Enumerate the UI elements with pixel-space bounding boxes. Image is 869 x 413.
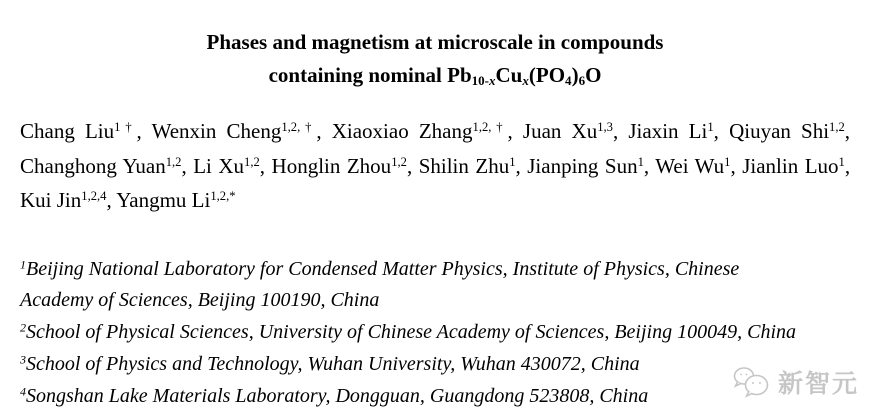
title-formula-segment: x — [522, 72, 529, 88]
author-affiliation-marker: 1,2,* — [210, 189, 236, 204]
author-list: Chang Liu$^{1\dagger}$, Wenxin Cheng$^{1,2,\dagger}$, Xiaoxiao Zhang$^{1,2,\dagger}$, Juan Xu$^{1,3}$, Jiaxin Li$^1$, Qiuyan Shi$^{1,2}$, Changhong Yuan$^{1,2}$, Li Xu$^{1,2}$, Honglin Zhou$^{1,2}$, Shilin Zhu$^1$, Jianping Sun$^1$, Wei Wu$^1$, Jianlin Luo$^1$, Kui Jin$^{1,2,4}$, Yangmu $Li^{1,2,*}$ — [20, 119, 851, 212]
author-name: Kui Jin$^{1,2,4}$ — [20, 188, 107, 212]
author-affiliation-marker: 1 — [724, 154, 731, 169]
author-affiliation-marker: 1 — [838, 154, 845, 169]
title-formula-segment: 4 — [565, 72, 572, 88]
watermark — [731, 364, 859, 400]
affiliation-list — [20, 254, 850, 413]
author-name: Changhong Yuan$^{1,2}$ — [20, 153, 182, 178]
affiliation-entry: $^1$Beijing National Laboratory for Condensed Matter Physics, Institute of Physics, Chinese Academy of Sciences, Beijing 100190, China — [20, 256, 740, 312]
affiliation-entry: $^3$School of Physics and Technology, Wuhan University, Wuhan 430072, China — [20, 352, 640, 375]
author-name: Wei Wu$^1$ — [655, 153, 731, 178]
title-formula-segment: O — [585, 63, 602, 87]
author-name: Honglin Zhou$^{1,2}$ — [271, 153, 407, 178]
author-name: Xiaoxiao Zhang$^{1,2,\dagger}$ — [331, 119, 508, 143]
author-name: Shilin Zhu$^1$ — [418, 153, 516, 178]
author-affiliation-marker: 1,2,† — [472, 120, 508, 135]
author-name: Yangmu $Li^{1,2,*}$ — [116, 188, 236, 212]
author-affiliation-marker: 1 — [637, 154, 644, 169]
title-formula-segment: Cu — [495, 63, 523, 87]
title-line-2 — [269, 63, 602, 87]
title-formula-segment: x — [489, 72, 496, 88]
title-formula-segment: 10- — [471, 72, 489, 88]
affiliation-marker: 3 — [20, 352, 26, 367]
title-formula-segment: ) — [571, 63, 579, 87]
affiliation-marker: 2 — [20, 320, 26, 335]
author-affiliation-marker: 1,2 — [244, 154, 260, 169]
title-formula-segment: (PO — [528, 63, 566, 87]
author-name: Jianlin Luo$^1$ — [742, 153, 845, 178]
watermark-text: 新智元 — [777, 369, 859, 398]
author-affiliation-marker: 1,2,4 — [81, 189, 107, 204]
author-name: Qiuyan Shi$^{1,2}$ — [729, 119, 845, 143]
author-name: Jiaxin Li$^1$ — [628, 119, 714, 143]
author-name: Chang Liu$^{1\dagger}$ — [20, 119, 137, 143]
author-affiliation-marker: 1,2,† — [281, 120, 317, 135]
author-name: Juan Xu$^{1,3}$ — [522, 119, 613, 143]
author-name: Wenxin Cheng$^{1,2,\dagger}$ — [151, 119, 317, 143]
author-name: Jianping Sun$^1$ — [527, 153, 644, 178]
author-affiliation-marker: 1,3 — [597, 120, 613, 135]
author-affiliation-marker: 1,2 — [391, 154, 407, 169]
affiliation-entry: $^2$School of Physical Sciences, University of Chinese Academy of Sciences, Beijing 100049, China — [20, 320, 796, 344]
paper-title — [20, 26, 850, 92]
author-affiliation-marker: 1 — [509, 154, 516, 169]
author-name: Li Xu$^{1,2}$ — [193, 153, 260, 178]
author-affiliation-marker: 1 — [707, 120, 714, 135]
wechat-icon — [731, 365, 771, 399]
author-affiliation-marker: 1,2 — [165, 154, 182, 169]
affiliation-marker: 1 — [20, 256, 26, 271]
title-line-1: Phases and magnetism at microscale in compounds — [206, 30, 664, 54]
affiliation-marker: 4 — [20, 384, 26, 399]
author-affiliation-marker: 1† — [114, 120, 137, 135]
author-affiliation-marker: 1,2 — [829, 120, 845, 135]
affiliation-entry: $^4$Songshan Lake Materials Laboratory, Dongguan, Guangdong 523808, China — [20, 384, 649, 407]
title-formula-segment: containing nominal Pb — [268, 63, 472, 87]
title-formula-segment: 6 — [578, 72, 586, 88]
